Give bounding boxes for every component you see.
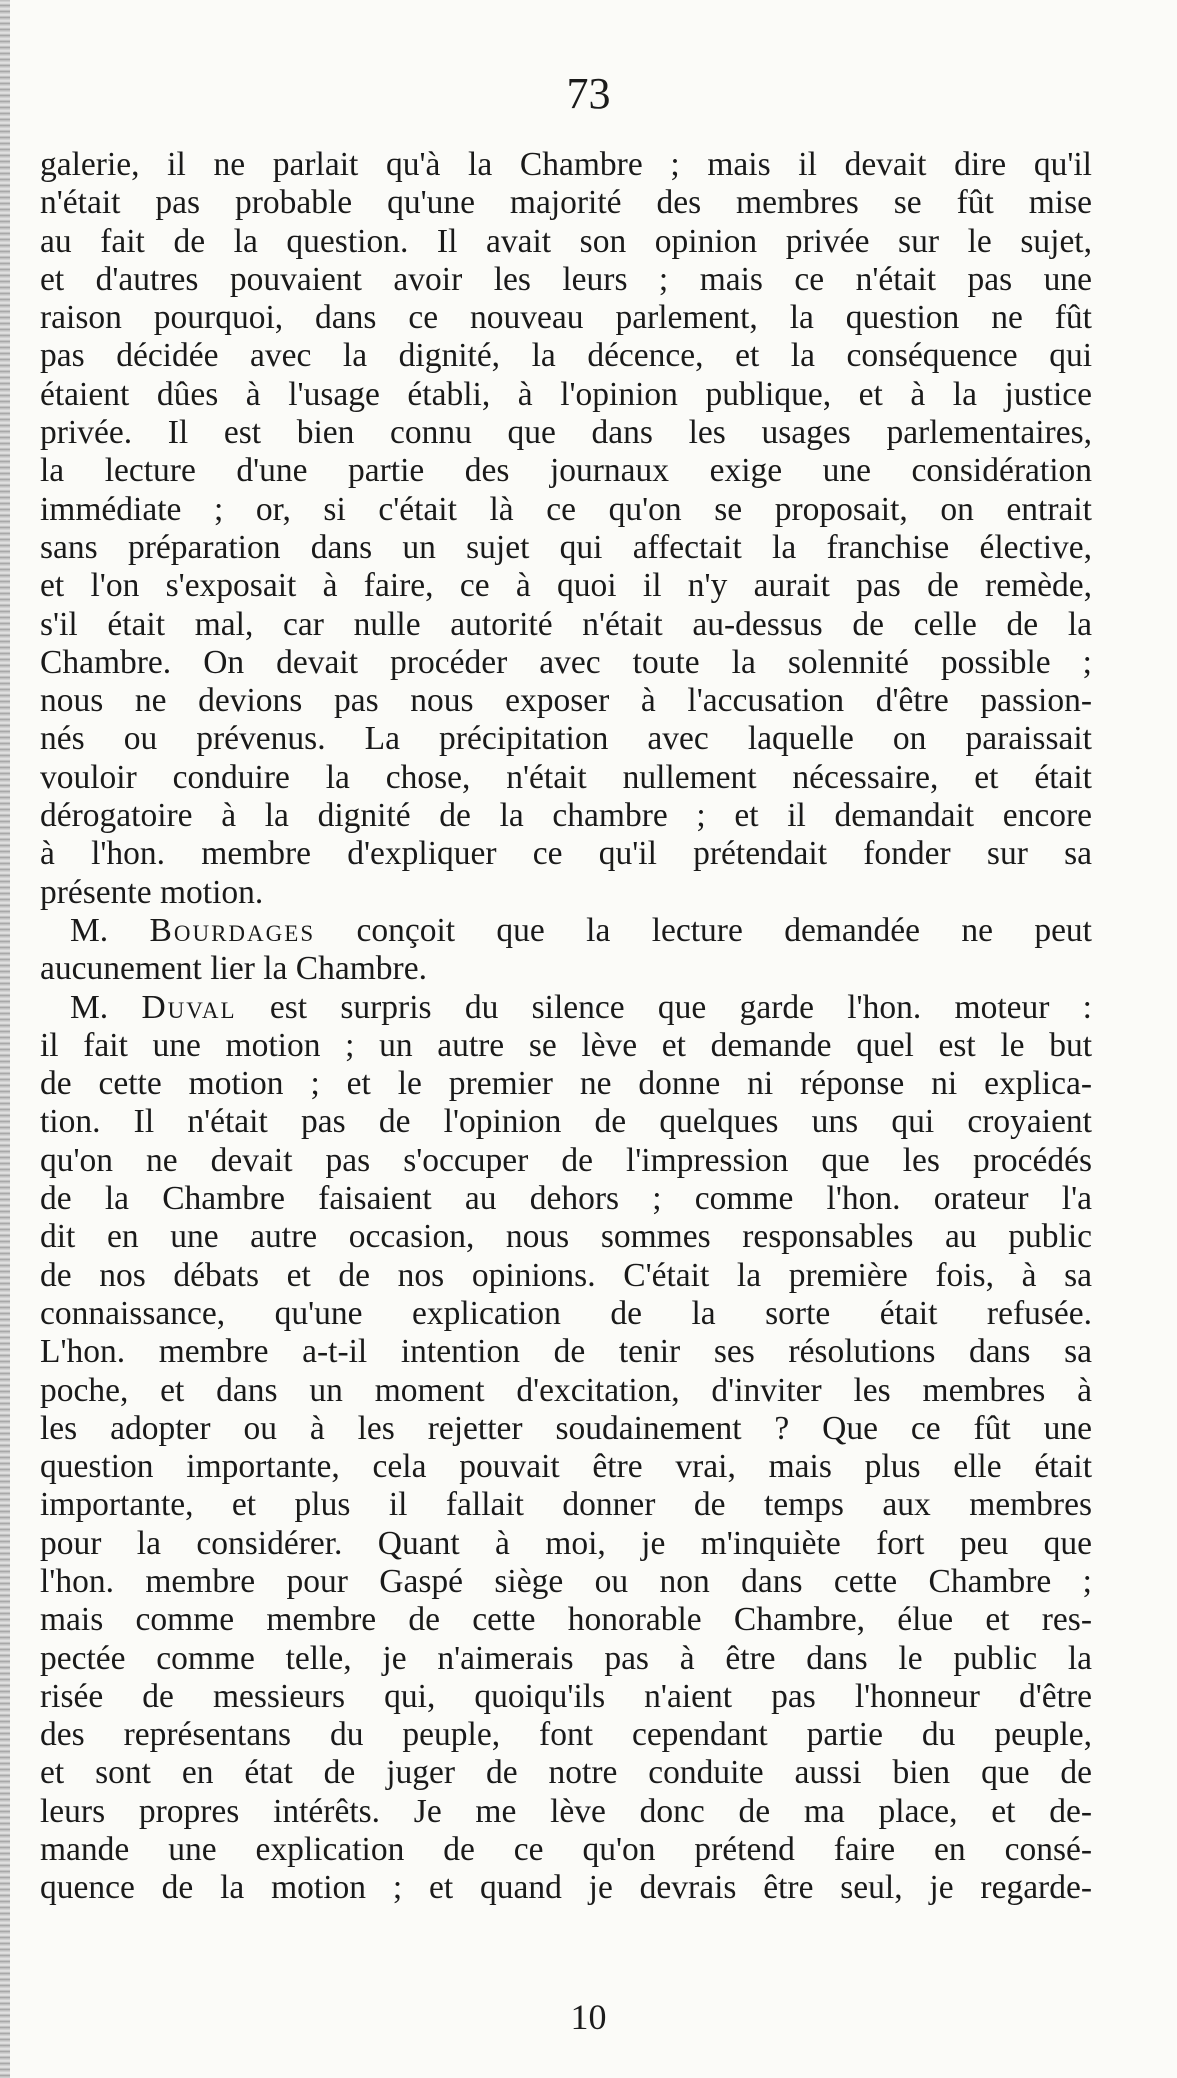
- text-line: nés ou prévenus. La précipitation avec laquelle on paraissait: [40, 720, 1092, 758]
- text-line: Chambre. On devait procéder avec toute la solennité possible ;: [40, 643, 1092, 681]
- text-line: de cette motion ; et le premier ne donne ni réponse ni explica-: [40, 1065, 1092, 1103]
- text-line: dit en une autre occasion, nous sommes responsables au public: [40, 1218, 1092, 1256]
- text-line: aucunement lier la Chambre.: [40, 950, 427, 988]
- text-line: mande une explication de ce qu'on prétend faire en consé-: [40, 1831, 1092, 1869]
- text-line: quence de la motion ; et quand je devrais être seul, je regarde-: [40, 1869, 1092, 1907]
- text-line: à l'hon. membre d'expliquer ce qu'il prétendait fonder sur sa: [40, 835, 1092, 873]
- speech-first-line: [40, 912, 1092, 950]
- text-line: s'il était mal, car nulle autorité n'était au-dessus de celle de la: [40, 605, 1092, 643]
- text-line: nous ne devions pas nous exposer à l'accusation d'être passion-: [40, 682, 1092, 720]
- text-line: leurs propres intérêts. Je me lève donc de ma place, et de-: [40, 1792, 1092, 1830]
- speaker-prefix: M.: [70, 911, 150, 949]
- text-line: présente motion.: [40, 873, 264, 911]
- speaker-name: Bourdages: [149, 911, 316, 949]
- text-line: qu'on ne devait pas s'occuper de l'impression que les procédés: [40, 1141, 1092, 1179]
- text-line: n'était pas probable qu'une majorité des membres se fût mise: [40, 184, 1092, 222]
- text-line: de nos débats et de nos opinions. C'était la première fois, à sa: [40, 1256, 1092, 1294]
- text-line: connaissance, qu'une explication de la sorte était refusée.: [40, 1294, 1092, 1332]
- text-line: risée de messieurs qui, quoiqu'ils n'aient pas l'honneur d'être: [40, 1677, 1092, 1715]
- text-line: au fait de la question. Il avait son opinion privée sur le sujet,: [40, 222, 1092, 260]
- text-line: pour la considérer. Quant à moi, je m'inquiète fort peu que: [40, 1524, 1092, 1562]
- text-line: de la Chambre faisaient au dehors ; comme l'hon. orateur l'a: [40, 1180, 1092, 1218]
- signature-mark: 10: [570, 1997, 607, 2037]
- text-line: pectée comme telle, je n'aimerais pas à être dans le public la: [40, 1639, 1092, 1677]
- text-line: et sont en état de juger de notre conduite aussi bien que de: [40, 1754, 1092, 1792]
- text-line: question importante, cela pouvait être vrai, mais plus elle était: [40, 1448, 1092, 1486]
- text-line: dérogatoire à la dignité de la chambre ; et il demandait encore: [40, 797, 1092, 835]
- speaker-name: Duval: [141, 988, 237, 1026]
- text-line: privée. Il est bien connu que dans les usages parlementaires,: [40, 414, 1092, 452]
- binding-gutter: [0, 0, 10, 2078]
- paragraph-2: [40, 912, 1092, 989]
- paragraph-3: [40, 989, 1092, 1908]
- text-line: la lecture d'une partie des journaux exige une considération: [40, 452, 1092, 490]
- text-line: étaient dûes à l'usage établi, à l'opinion publique, et à la justice: [40, 375, 1092, 413]
- text-line: immédiate ; or, si c'était là ce qu'on se proposait, on entrait: [40, 490, 1092, 528]
- text-line: importante, et plus il fallait donner de temps aux membres: [40, 1486, 1092, 1524]
- speaker-prefix: M.: [70, 988, 142, 1026]
- paragraph-1: [40, 146, 1092, 912]
- text-line: poche, et dans un moment d'excitation, d'inviter les membres à: [40, 1371, 1092, 1409]
- text-line: l'hon. membre pour Gaspé siège ou non dans cette Chambre ;: [40, 1562, 1092, 1600]
- body-text: [40, 146, 1092, 1908]
- page-number: 73: [566, 69, 611, 118]
- text-line: vouloir conduire la chose, n'était nullement nécessaire, et était: [40, 758, 1092, 796]
- text-line: et l'on s'exposait à faire, ce à quoi il n'y aurait pas de remède,: [40, 567, 1092, 605]
- text-line: les adopter ou à les rejetter soudainement ? Que ce fût une: [40, 1409, 1092, 1447]
- text-line: raison pourquoi, dans ce nouveau parlement, la question ne fût: [40, 299, 1092, 337]
- text-line: L'hon. membre a-t-il intention de tenir ses résolutions dans sa: [40, 1333, 1092, 1371]
- text-line: sans préparation dans un sujet qui affectait la franchise élective,: [40, 528, 1092, 566]
- speech-text: est surpris du silence que garde l'hon. moteur :: [236, 988, 1092, 1026]
- text-line: pas décidée avec la dignité, la décence, et la conséquence qui: [40, 337, 1092, 375]
- speech-text: conçoit que la lecture demandée ne peut: [315, 911, 1092, 949]
- speech-first-line: [40, 989, 1092, 1027]
- text-line: il fait une motion ; un autre se lève et demande quel est le but: [40, 1026, 1092, 1064]
- text-line: tion. Il n'était pas de l'opinion de quelques uns qui croyaient: [40, 1103, 1092, 1141]
- text-line: des représentans du peuple, font cependant partie du peuple,: [40, 1716, 1092, 1754]
- text-line: galerie, il ne parlait qu'à la Chambre ; mais il devait dire qu'il: [40, 146, 1092, 183]
- text-line: et d'autres pouvaient avoir les leurs ; mais ce n'était pas une: [40, 260, 1092, 298]
- text-line: mais comme membre de cette honorable Chambre, élue et res-: [40, 1601, 1092, 1639]
